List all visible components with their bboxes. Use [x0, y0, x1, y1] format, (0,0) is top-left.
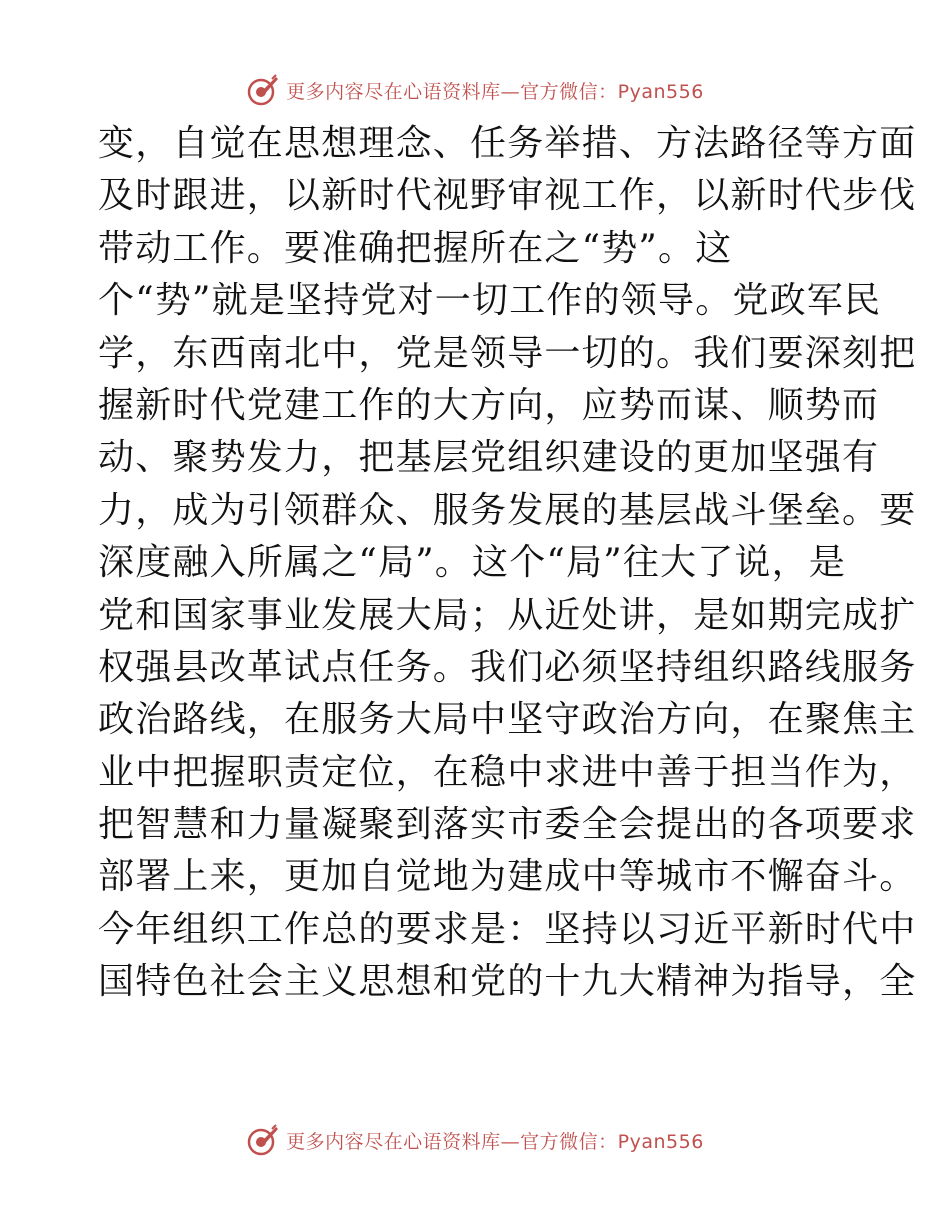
header-wechat-id: Pyan556 — [617, 80, 704, 103]
body-line: 业中把握职责定位，在稳中求进中善于担当作为， — [98, 751, 917, 793]
header-banner — [0, 70, 950, 110]
body-line: 把智慧和力量凝聚到落实市委全会提出的各项要求 — [98, 804, 917, 846]
body-line: 权强县改革试点任务。我们必须坚持组织路线服务 — [98, 646, 917, 688]
body-line: 力，成为引领群众、服务发展的基层战斗堡垒。要 — [98, 489, 917, 531]
body-line: 握新时代党建工作的大方向，应势而谋、顺势而 — [98, 384, 880, 426]
body-line: 政治路线，在服务大局中坚守政治方向，在聚焦主 — [98, 699, 917, 741]
body-line: 国特色社会主义思想和党的十九大精神为指导，全 — [98, 961, 917, 1003]
body-line: 个“势”就是坚持党对一切工作的领导。党政军民 — [98, 280, 882, 322]
footer-banner — [0, 1120, 950, 1160]
body-line: 部署上来，更加自觉地为建成中等城市不懈奋斗。 — [98, 856, 917, 898]
body-line: 今年组织工作总的要求是：坚持以习近平新时代中 — [98, 908, 917, 950]
footer-text: 更多内容尽在心语资料库—官方微信：Pyan556 — [286, 1130, 704, 1153]
body-line: 学，东西南北中，党是领导一切的。我们要深刻把 — [98, 332, 917, 374]
document-body — [98, 118, 917, 1009]
body-line: 变，自觉在思想理念、任务举措、方法路径等方面 — [98, 123, 917, 164]
footer-wechat-id: Pyan556 — [617, 1130, 704, 1153]
body-line: 动、聚势发力，把基层党组织建设的更加坚强有 — [98, 437, 880, 479]
body-line: 带动工作。要准确把握所在之“势”。这 — [98, 227, 733, 269]
body-line: 党和国家事业发展大局；从近处讲，是如期完成扩 — [98, 594, 917, 636]
header-text: 更多内容尽在心语资料库—官方微信：Pyan556 — [286, 80, 704, 103]
quill-logo-icon — [246, 1123, 280, 1157]
body-line: 深度融入所属之“局”。这个“局”往大了说，是 — [98, 542, 847, 584]
quill-logo-icon — [246, 73, 280, 107]
body-line: 及时跟进，以新时代视野审视工作，以新时代步伐 — [98, 175, 917, 217]
